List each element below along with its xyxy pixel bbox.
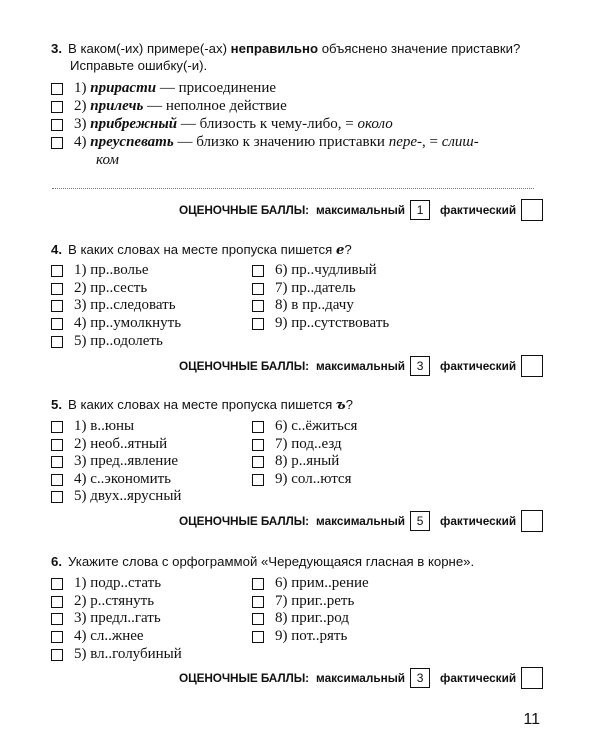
max-score-box: 3 [410, 356, 430, 376]
q4-option-6[interactable]: 6) пр..чудливый [252, 262, 377, 279]
checkbox[interactable] [51, 649, 63, 661]
q4-option-1[interactable]: 1) пр..волье [51, 262, 149, 279]
q5-option-8[interactable]: 8) р..яный [252, 453, 339, 470]
checkbox[interactable] [51, 439, 63, 451]
max-score-box: 5 [410, 511, 430, 531]
q3-option-1[interactable]: 1) прирасти — присоединение [51, 80, 276, 97]
q3-scores: ОЦЕНОЧНЫЕ БАЛЛЫ: максимальный 1 фактический [179, 198, 543, 222]
q3-option-4[interactable]: 4) преуспевать — близко к значению приставки пере-, = слиш- [51, 134, 479, 151]
q4-heading: 4. В каких словах на месте пропуска пишется е? [51, 242, 352, 258]
q5-option-9[interactable]: 9) сол..ются [252, 471, 352, 488]
q4-option-9[interactable]: 9) пр..сутствовать [252, 315, 389, 332]
checkbox[interactable] [51, 631, 63, 643]
checkbox[interactable] [51, 336, 63, 348]
q3-option-3[interactable]: 3) прибрежный — близость к чему-либо, = около [51, 116, 393, 133]
q4-option-5[interactable]: 5) пр..одолеть [51, 333, 163, 350]
q5-option-5[interactable]: 5) двух..ярусный [51, 488, 181, 505]
checkbox[interactable] [51, 137, 63, 149]
q6-option-4[interactable]: 4) сл..жнее [51, 628, 144, 645]
q5-option-6[interactable]: 6) с..ёжиться [252, 418, 357, 435]
q3-instruction: Исправьте ошибку(-и). [70, 58, 208, 73]
max-score-box: 3 [410, 668, 430, 688]
checkbox[interactable] [252, 596, 264, 608]
checkbox[interactable] [51, 474, 63, 486]
q6-option-9[interactable]: 9) пот..рять [252, 628, 347, 645]
actual-score-input[interactable] [521, 355, 543, 377]
checkbox[interactable] [252, 421, 264, 433]
checkbox[interactable] [252, 474, 264, 486]
q5-heading: 5. В каких словах на месте пропуска пишется ъ? [51, 397, 353, 413]
checkbox[interactable] [252, 456, 264, 468]
q6-option-1[interactable]: 1) подр..стать [51, 575, 161, 592]
checkbox[interactable] [51, 83, 63, 95]
q6-option-8[interactable]: 8) приг..род [252, 610, 349, 627]
q5-option-2[interactable]: 2) необ..ятный [51, 436, 167, 453]
checkbox[interactable] [252, 265, 264, 277]
q4-option-3[interactable]: 3) пр..следовать [51, 297, 176, 314]
checkbox[interactable] [252, 439, 264, 451]
q4-option-4[interactable]: 4) пр..умолкнуть [51, 315, 181, 332]
checkbox[interactable] [51, 119, 63, 131]
checkbox[interactable] [51, 456, 63, 468]
checkbox[interactable] [252, 631, 264, 643]
q5-scores: ОЦЕНОЧНЫЕ БАЛЛЫ: максимальный 5 фактический [179, 509, 543, 533]
checkbox[interactable] [252, 283, 264, 295]
checkbox[interactable] [51, 300, 63, 312]
checkbox[interactable] [51, 596, 63, 608]
checkbox[interactable] [51, 265, 63, 277]
q5-option-1[interactable]: 1) в..юны [51, 418, 134, 435]
q6-option-6[interactable]: 6) прим..рение [252, 575, 369, 592]
q4-option-2[interactable]: 2) пр..сесть [51, 280, 147, 297]
q3-option-4-continuation: ком [96, 152, 119, 168]
checkbox[interactable] [51, 613, 63, 625]
q6-option-5[interactable]: 5) вл..голубиный [51, 646, 182, 663]
q6-heading: 6. Укажите слова с орфограммой «Чередующаяся гласная в корне». [51, 554, 475, 569]
checkbox[interactable] [252, 578, 264, 590]
q4-option-8[interactable]: 8) в пр..дачу [252, 297, 354, 314]
q6-scores: ОЦЕНОЧНЫЕ БАЛЛЫ: максимальный 3 фактический [179, 666, 543, 690]
checkbox[interactable] [252, 318, 264, 330]
q6-option-7[interactable]: 7) приг..реть [252, 593, 354, 610]
max-score-box: 1 [410, 200, 430, 220]
q4-option-7[interactable]: 7) пр..датель [252, 280, 356, 297]
q4-scores: ОЦЕНОЧНЫЕ БАЛЛЫ: максимальный 3 фактический [179, 354, 543, 378]
q5-option-4[interactable]: 4) с..экономить [51, 471, 171, 488]
q3-number: 3. [51, 41, 62, 56]
q3-heading: 3. В каком(-их) примере(-ах) неправильно объяснено значение приставки? Исправьте ошибку(-и). [51, 41, 521, 73]
q6-option-3[interactable]: 3) предл..гать [51, 610, 161, 627]
q5-option-7[interactable]: 7) под..езд [252, 436, 342, 453]
checkbox[interactable] [51, 421, 63, 433]
checkbox[interactable] [51, 491, 63, 503]
checkbox[interactable] [252, 300, 264, 312]
checkbox[interactable] [51, 578, 63, 590]
actual-score-input[interactable] [521, 199, 543, 221]
checkbox[interactable] [51, 318, 63, 330]
actual-score-input[interactable] [521, 667, 543, 689]
actual-score-input[interactable] [521, 510, 543, 532]
checkbox[interactable] [252, 613, 264, 625]
q6-option-2[interactable]: 2) р..стянуть [51, 593, 154, 610]
q3-option-2[interactable]: 2) прилечь — неполное действие [51, 98, 287, 115]
checkbox[interactable] [51, 101, 63, 113]
page-number: 11 [523, 711, 540, 728]
section-divider [52, 188, 534, 189]
checkbox[interactable] [51, 283, 63, 295]
q5-option-3[interactable]: 3) пред..явление [51, 453, 178, 470]
